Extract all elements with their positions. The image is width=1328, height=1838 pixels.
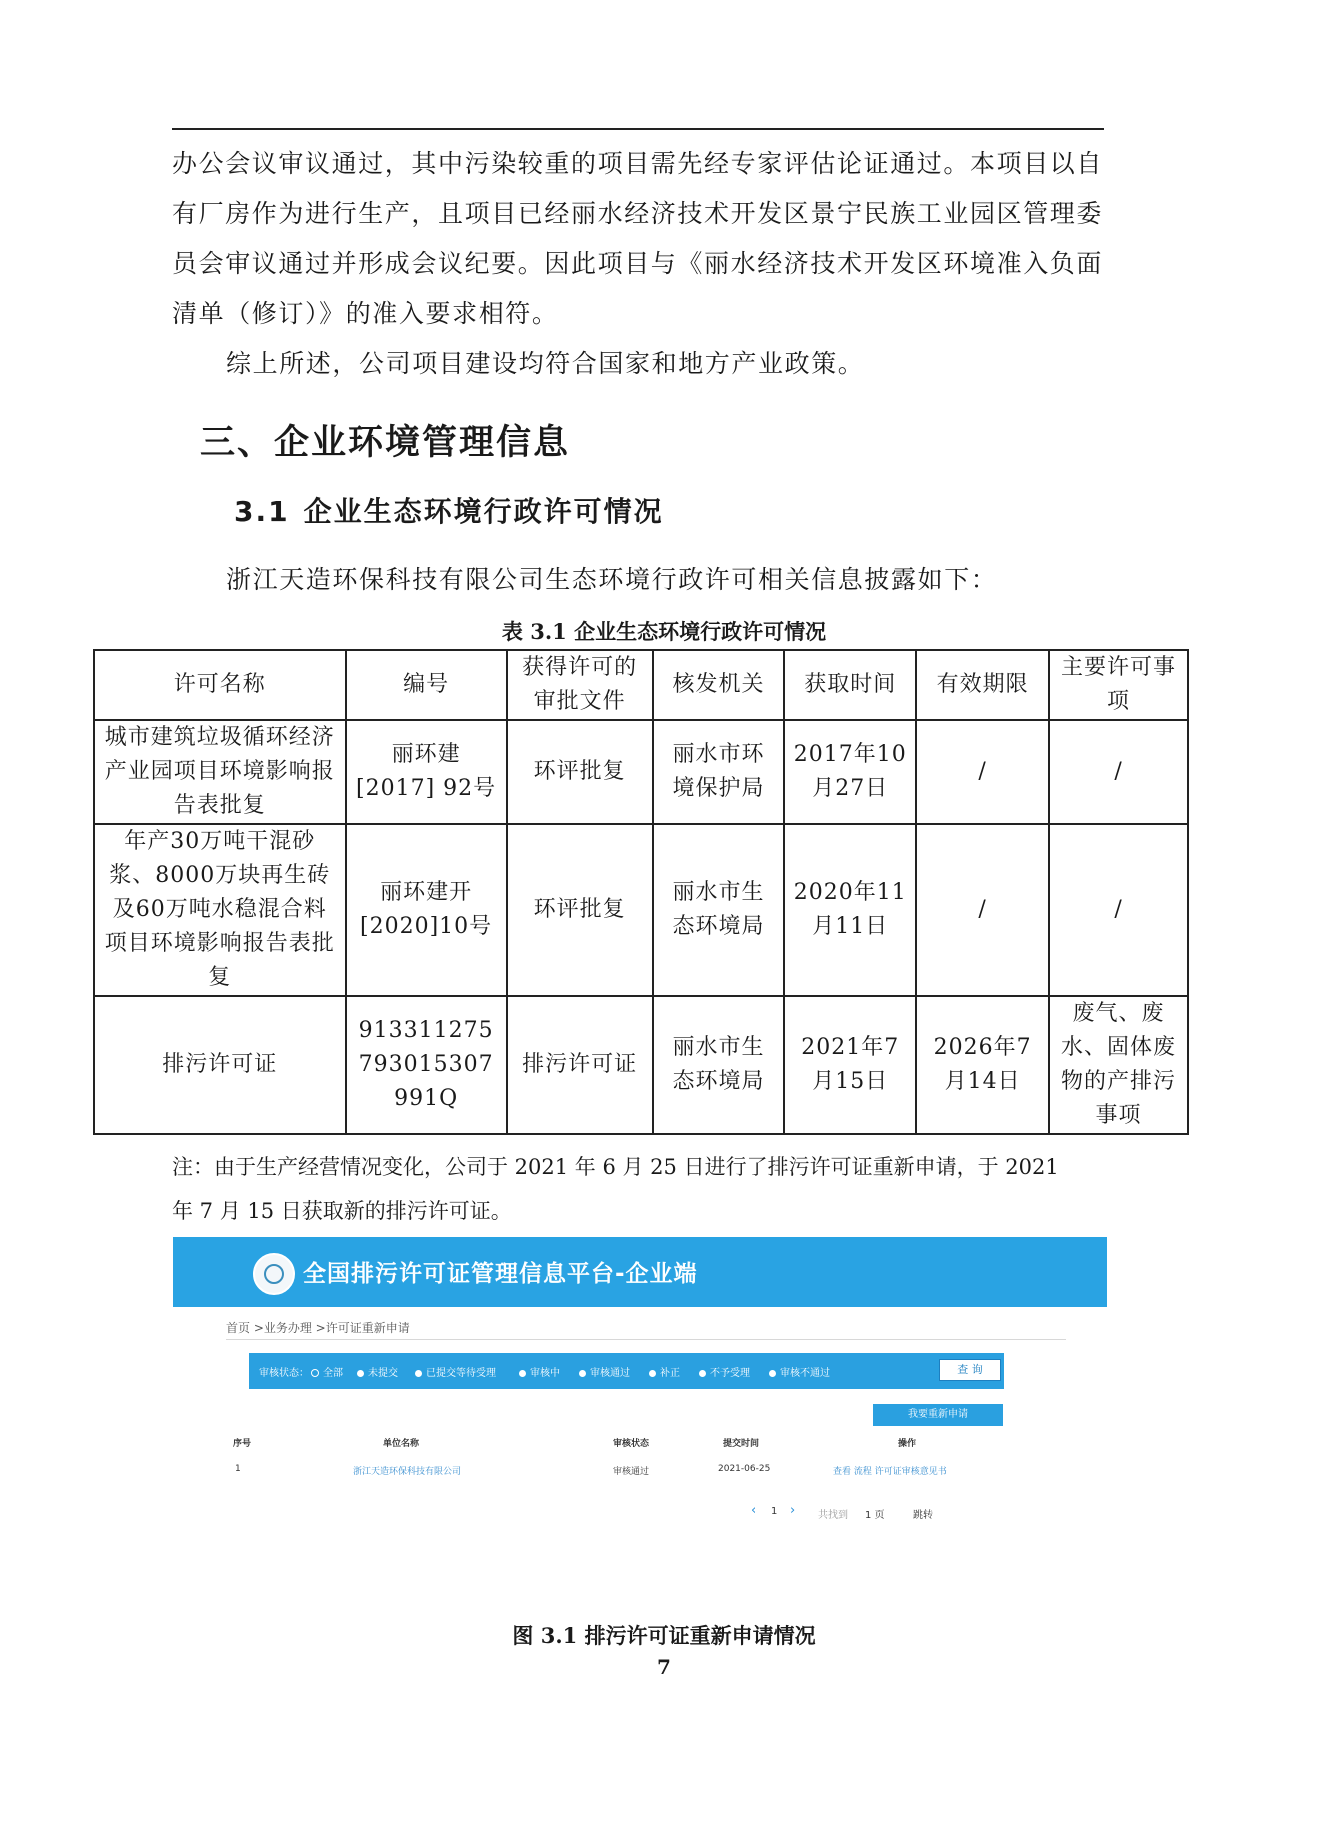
subsection-heading	[234, 490, 664, 530]
section-heading: 三、企业环境管理信息	[200, 423, 571, 463]
validity-cell: /	[916, 824, 1049, 996]
column-header: 核发机关	[653, 650, 785, 720]
emblem-icon	[253, 1253, 295, 1295]
intro-line: 办公会议审议通过，其中污染较重的项目需先经专家评估论证通过。本项目以自	[172, 149, 1104, 178]
issue-date-cell: 2017年10月27日	[784, 720, 916, 824]
intro-paragraph	[172, 139, 1102, 339]
platform-header-bar	[173, 1237, 1107, 1307]
pager-next-icon[interactable]: ›	[790, 1503, 796, 1518]
approval-document-cell: 排污许可证	[507, 996, 653, 1134]
pager-current-page[interactable]: 1	[771, 1506, 778, 1517]
breadcrumb[interactable]: 首页 >业务办理 >许可证重新申请	[226, 1321, 410, 1335]
intro-line: 员会审议通过并形成会议纪要。因此项目与《丽水经济技术开发区环境准入负面	[172, 249, 1104, 278]
intro-line: 清单（修订）》的准入要求相符。	[172, 299, 559, 328]
column-header: 审核状态	[613, 1439, 650, 1449]
filter-option-reviewing[interactable]: 审核中	[519, 1364, 560, 1379]
status-filter-bar	[249, 1353, 1004, 1389]
intro-line: 有厂房作为进行生产，且项目已经丽水经济技术开发区景宁民族工业园区管理委	[172, 199, 1104, 228]
subsection-number: 3.1	[234, 495, 290, 528]
filter-option-pending[interactable]: 已提交等待受理	[415, 1364, 496, 1379]
table-row	[94, 720, 1188, 824]
approval-document-cell: 环评批复	[507, 720, 653, 824]
column-header: 操作	[898, 1439, 917, 1449]
approval-document-cell: 环评批复	[507, 824, 653, 996]
issuing-authority-cell: 丽水市环境保护局	[653, 720, 785, 824]
validity-cell: 2026年7月14日	[916, 996, 1049, 1134]
permit-number-cell: 913311275793015307991Q	[346, 996, 507, 1134]
filter-option-all[interactable]: 全部	[311, 1364, 343, 1379]
row-submitted-date: 2021-06-25	[718, 1464, 771, 1474]
header-rule	[172, 128, 1104, 130]
query-button[interactable]: 查 询	[939, 1359, 1001, 1381]
pager-prev-icon[interactable]: ‹	[751, 1503, 757, 1518]
column-header: 获得许可的审批文件	[507, 650, 653, 720]
note-line: 注：由于生产经营情况变化，公司于 2021 年 6 月 25 日进行了排污许可证重新申请，于 2021	[172, 1155, 1059, 1179]
filter-option-correction[interactable]: 补正	[649, 1364, 680, 1379]
unit-name-link[interactable]: 浙江天造环保科技有限公司	[353, 1467, 462, 1477]
disclosure-paragraph: 浙江天造环保科技有限公司生态环境行政许可相关信息披露如下：	[226, 565, 998, 594]
filter-option-approved[interactable]: 审核通过	[579, 1364, 630, 1379]
permit-name-cell: 城市建筑垃圾循环经济产业园项目环境影响报告表批复	[94, 720, 346, 824]
page-number: 7	[657, 1655, 671, 1679]
issuing-authority-cell: 丽水市生态环境局	[653, 996, 785, 1134]
platform-title: 全国排污许可证管理信息平台-企业端	[303, 1261, 698, 1287]
column-header: 获取时间	[784, 650, 916, 720]
issue-date-cell: 2021年7月15日	[784, 996, 916, 1134]
row-status: 审核通过	[613, 1467, 650, 1477]
issue-date-cell: 2020年11月11日	[784, 824, 916, 996]
table-header-row	[94, 650, 1188, 720]
pager-total-pages: 1 页	[865, 1510, 885, 1521]
main-items-cell: 废气、废水、固体废物的产排污事项	[1049, 996, 1188, 1134]
table-row	[94, 996, 1188, 1134]
column-header: 单位名称	[383, 1439, 420, 1449]
permit-name-cell: 年产30万吨干混砂浆、8000万块再生砖及60万吨水稳混合料项目环境影响报告表批复	[94, 824, 346, 996]
column-header: 有效期限	[916, 650, 1049, 720]
issuing-authority-cell: 丽水市生态环境局	[653, 824, 785, 996]
filter-label: 审核状态：	[259, 1368, 309, 1379]
table-caption: 表 3.1 企业生态环境行政许可情况	[501, 619, 827, 644]
column-header: 编号	[346, 650, 507, 720]
permit-name-cell: 排污许可证	[94, 996, 346, 1134]
reapply-button[interactable]: 我要重新申请	[873, 1404, 1003, 1426]
pager-jump[interactable]: 跳转	[913, 1510, 933, 1521]
filter-option-not-approved[interactable]: 审核不通过	[769, 1364, 830, 1379]
column-header: 主要许可事项	[1049, 650, 1188, 720]
note-line: 年 7 月 15 日获取新的排污许可证。	[172, 1199, 512, 1223]
pager-total-label: 共找到	[818, 1510, 848, 1521]
validity-cell: /	[916, 720, 1049, 824]
column-header: 许可名称	[94, 650, 346, 720]
platform-screenshot	[173, 1237, 1107, 1577]
permit-number-cell: 丽环建开[2020]10号	[346, 824, 507, 996]
column-header: 序号	[233, 1439, 252, 1449]
summary-paragraph: 综上所述，公司项目建设均符合国家和地方产业政策。	[226, 349, 865, 378]
figure-caption: 图 3.1 排污许可证重新申请情况	[512, 1623, 816, 1648]
permit-number-cell: 丽环建[2017] 92号	[346, 720, 507, 824]
column-header: 提交时间	[723, 1439, 760, 1449]
subsection-title: 企业生态环境行政许可情况	[303, 495, 664, 528]
permit-table	[93, 649, 1189, 1135]
filter-option-rejected[interactable]: 不予受理	[699, 1364, 750, 1379]
filter-option-unsubmitted[interactable]: 未提交	[357, 1364, 398, 1379]
row-actions[interactable]: 查看 流程 许可证审核意见书	[833, 1467, 947, 1477]
table-note	[172, 1145, 1112, 1233]
main-items-cell: /	[1049, 720, 1188, 824]
main-items-cell: /	[1049, 824, 1188, 996]
table-row	[94, 824, 1188, 996]
divider	[226, 1339, 1066, 1340]
row-index: 1	[235, 1464, 241, 1474]
